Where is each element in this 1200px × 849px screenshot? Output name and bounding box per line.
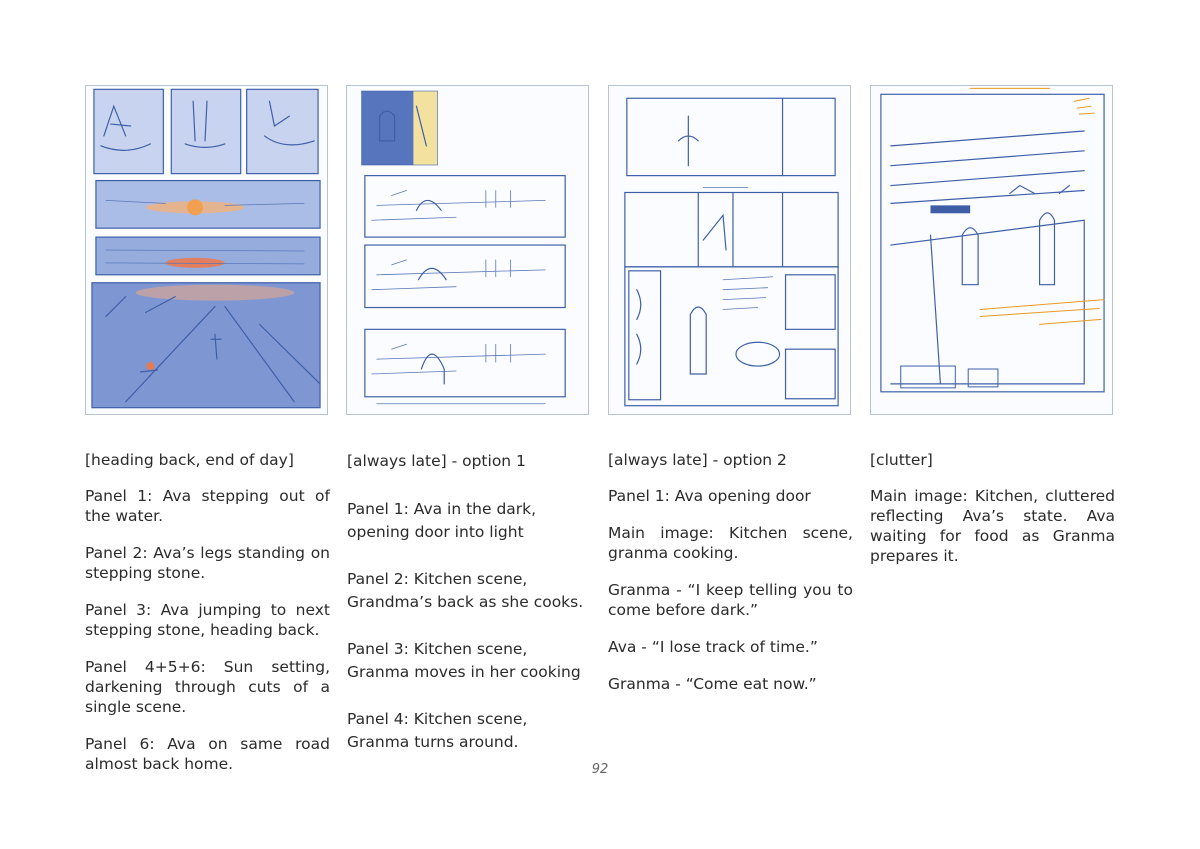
column-heading: [clutter] xyxy=(870,451,933,469)
dialogue-line: Granma - “Come eat now.” xyxy=(608,675,817,693)
storyboard-sketch-clutter xyxy=(870,85,1113,415)
column-heading: [heading back, end of day] xyxy=(85,451,294,469)
panel-note: Panel 2: Ava’s legs standing on stepping stone. xyxy=(85,544,330,582)
page-number: 92 xyxy=(591,762,609,777)
notes-column-clutter xyxy=(870,450,1115,566)
panel-note: Panel 1: Ava stepping out of the water. xyxy=(85,487,330,525)
panel-note: Main image: Kitchen, cluttered reflecting Ava’s state. Ava waiting for food as Granma prepares it. xyxy=(870,487,1115,565)
sketch-heading-back-drawing xyxy=(86,86,327,414)
panel-note: Panel 4+5+6: Sun setting, darkening through cuts of a single scene. xyxy=(85,658,330,716)
panel-note: Panel 4: Kitchen scene, Granma turns around. xyxy=(347,710,528,751)
storyboard-sketch-always-late-option-2 xyxy=(608,85,851,415)
storyboard-sketch-heading-back xyxy=(85,85,328,415)
sketch-clutter-drawing xyxy=(871,86,1112,414)
storyboard-sketch-always-late-option-1 xyxy=(346,85,589,415)
dialogue-line: Granma - “I keep telling you to come before dark.” xyxy=(608,581,853,619)
panel-note: Panel 1: Ava opening door xyxy=(608,487,811,505)
panel-note: Panel 3: Ava jumping to next stepping stone, heading back. xyxy=(85,601,330,639)
notes-column-heading-back xyxy=(85,450,330,791)
panel-note: Main image: Kitchen scene, granma cooking. xyxy=(608,524,853,562)
sketch-option-1-drawing xyxy=(347,86,588,414)
notes-column-always-late-option-2 xyxy=(608,450,853,711)
panel-note: Panel 6: Ava on same road almost back home. xyxy=(85,735,330,773)
dialogue-line: Ava - “I lose track of time.” xyxy=(608,638,818,656)
notes-column-always-late-option-1 xyxy=(347,450,592,778)
panel-note: Panel 2: Kitchen scene, Grandma’s back as she cooks. xyxy=(347,570,584,611)
column-heading: [always late] - option 1 xyxy=(347,452,526,470)
sketch-option-2-drawing xyxy=(609,86,850,414)
column-heading: [always late] - option 2 xyxy=(608,451,787,469)
panel-note: Panel 1: Ava in the dark, opening door into light xyxy=(347,500,537,541)
panel-note: Panel 3: Kitchen scene, Granma moves in her cooking xyxy=(347,640,581,681)
